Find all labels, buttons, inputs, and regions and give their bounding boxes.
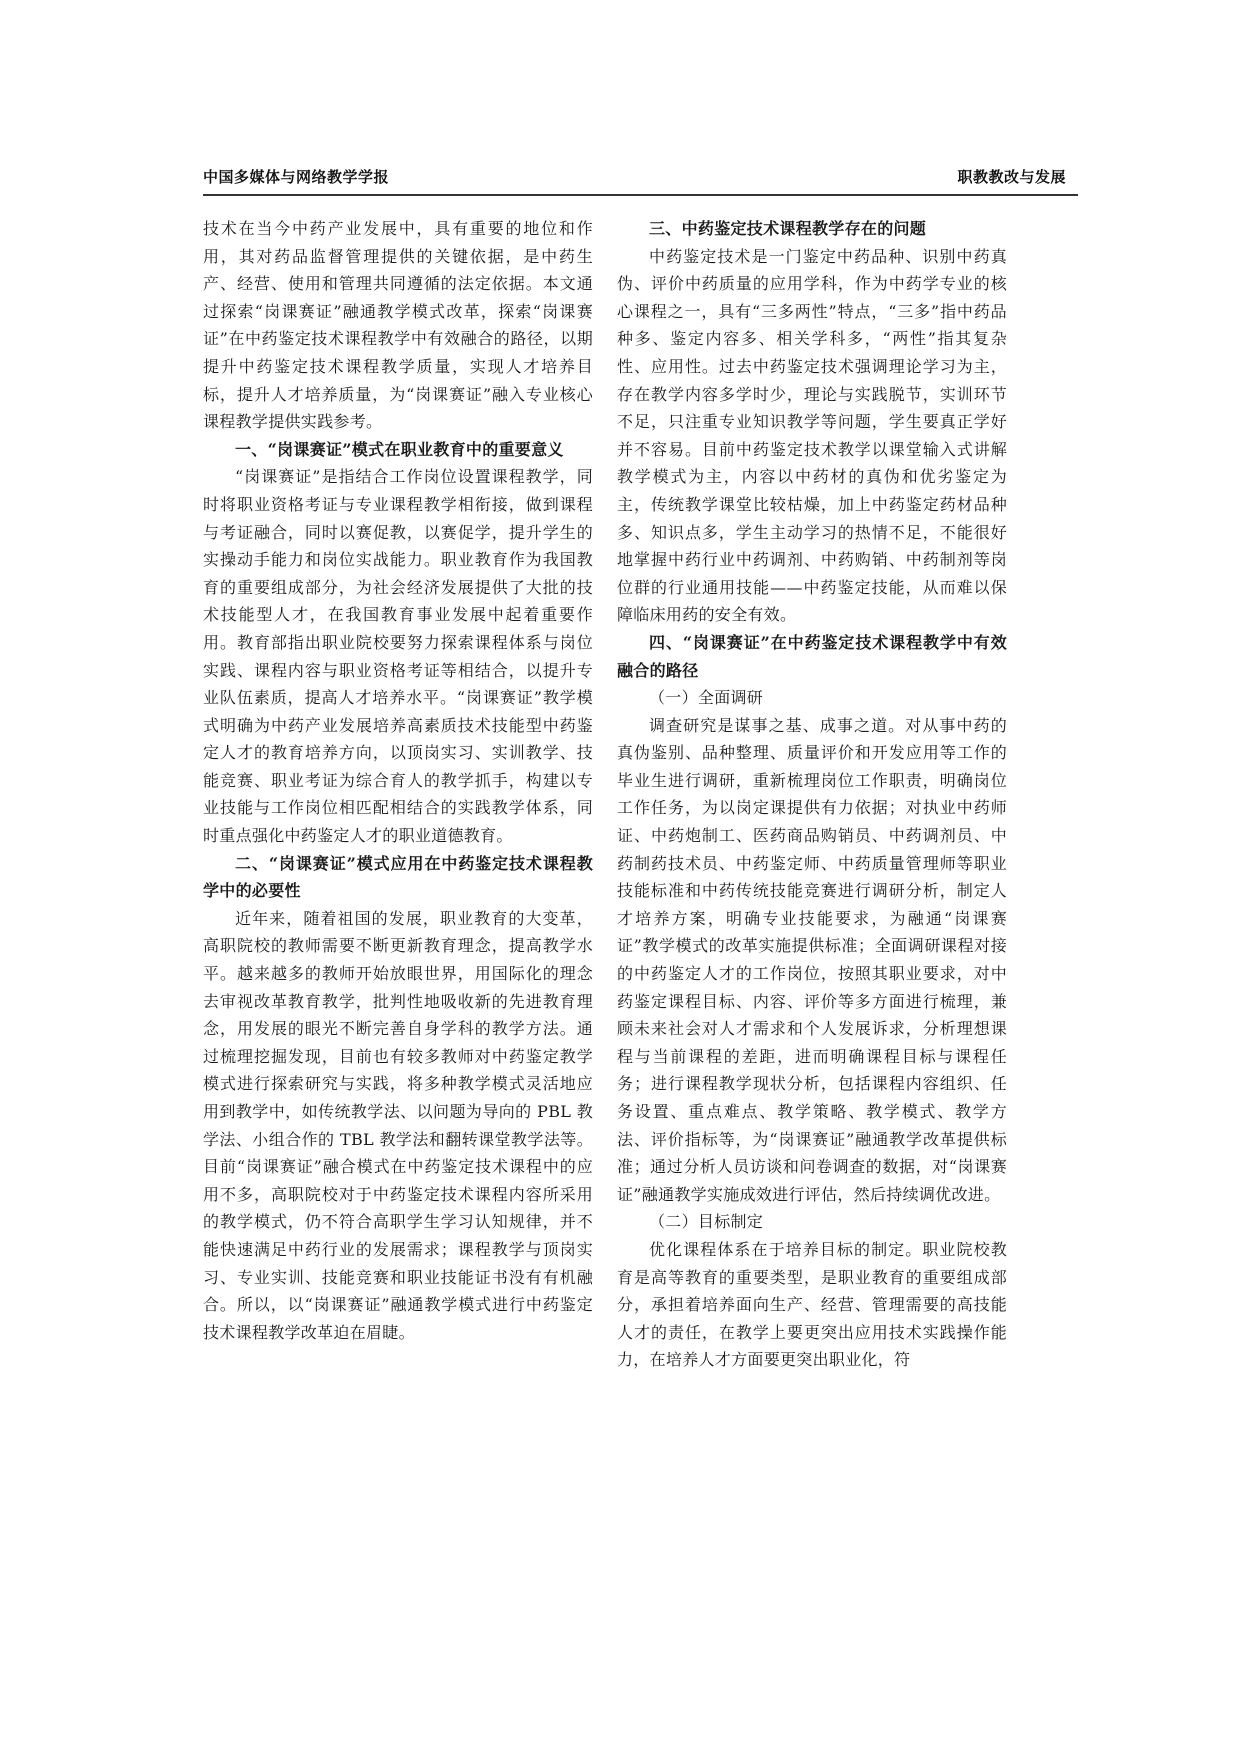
section-heading-1: 一、“岗课赛证”模式在职业教育中的重要意义	[235, 439, 564, 459]
paragraph: 中药鉴定技术是一门鉴定中药品种、识别中药真伪、评价中药质量的应用学科，作为中药学专业的核心课程之一，具有“三多两性”特点，“三多”指中药品种多、鉴定内容多、相关学科多，“两性”指其复杂性、应用性。过去中药鉴定技术强调理论学习为主，存在教学内容多学时少，理论与实践脱节，实训环节不足，只注重专业知识教学等问题，学生要真正学好并不容易。目前中药鉴定技术教学以课堂输入式讲解教学模式为主，内容以中药材的真伪和优劣鉴定为主，传统教学课堂比较枯燥，加上中药鉴定药材品种多、知识点多，学生主动学习的热情不足，不能很好地掌握中药行业中药调剂、中药购销、中药制剂等岗位群的行业通用技能——中药鉴定技能，从而难以保障临床用药的安全有效。	[617, 246, 1007, 625]
left-column	[203, 215, 593, 1346]
journal-name: 中国多媒体与网络教学学报	[203, 168, 390, 186]
paragraph: 优化课程体系在于培养目标的制定。职业院校教育是高等教育的重要类型，是职业教育的重要组成部分，承担着培养面向生产、经营、管理需要的高技能人才的责任，在教学上要更突出应用技术实践操作能力，在培养人才方面要更突出职业化，符	[617, 1239, 1007, 1370]
section-heading-3: 三、中药鉴定技术课程教学存在的问题	[649, 219, 927, 238]
right-column	[617, 215, 1007, 1374]
paragraph: 近年来，随着祖国的发展，职业教育的大变革，高职院校的教师需要不断更新教育理念，提高教学水平。越来越多的教师开始放眼世界，用国际化的理念去审视改革教育教学，批判性地吸收新的先进教育理念，用发展的眼光不断完善自身学科的教学方法。通过梳理挖掘发现，目前也有较多教师对中药鉴定教学模式进行探索研究与实践，将多种教学模式灵活地应用到教学中，如传统教学法、以问题为导向的 PBL 教学法、小组合作的 TBL 教学法和翻转课堂教学法等。目前“岗课赛证”融合模式在中药鉴定技术课程中的应用不多，高职院校对于中药鉴定技术课程内容所采用的教学模式，仍不符合高职学生学习认知规律，并不能快速满足中药行业的发展需求；课程教学与顶岗实习、专业实训、技能竞赛和职业技能证书没有有机融合。所以，以“岗课赛证”融通教学模式进行中药鉴定技术课程教学改革迫在眉睫。	[203, 908, 593, 1342]
section-name: 职教教改与发展	[957, 168, 1066, 186]
running-header	[203, 160, 1078, 196]
paragraph: 调查研究是谋事之基、成事之道。对从事中药的真伪鉴别、品种整理、质量评价和开发应用等工作的毕业生进行调研，重新梳理岗位工作职责，明确岗位工作任务，为以岗定课提供有力依据；对执业中药师证、中药炮制工、医药商品购销员、中药调剂员、中药制药技术员、中药鉴定师、中药质量管理师等职业技能标准和中药传统技能竞赛进行调研分析，制定人才培养方案，明确专业技能要求，为融通“岗课赛证”教学模式的改革实施提供标准；全面调研课程对接的中药鉴定人才的工作岗位，按照其职业要求，对中药鉴定课程目标、内容、评价等多方面进行梳理，兼顾未来社会对人才需求和个人发展诉求，分析理想课程与当前课程的差距，进而明确课程目标与课程任务；进行课程教学现状分析，包括课程内容组织、任务设置、重点难点、教学策略、教学模式、教学方法、评价指标等，为“岗课赛证”融通教学改革提供标准；通过分析人员访谈和问卷调查的数据，对“岗课赛证”融通教学实施成效进行评估，然后持续调优改进。	[617, 715, 1007, 1204]
paragraph: “岗课赛证”是指结合工作岗位设置课程教学，同时将职业资格考证与专业课程教学相衔接，做到课程与考证融合，同时以赛促教，以赛促学，提升学生的实操动手能力和岗位实战能力。职业教育作为我国教育的重要组成部分，为社会经济发展提供了大批的技术技能型人才，在我国教育事业发展中起着重要作用。教育部指出职业院校要努力探索课程体系与岗位实践、课程内容与职业资格考证等相结合，以提升专业队伍素质，提高人才培养水平。“岗课赛证”教学模式明确为中药产业发展培养高素质技术技能型中药鉴定人才的教育培养方向，以顶岗实习、实训教学、技能竞赛、职业考证为综合育人的教学抓手，构建以专业技能与工作岗位相匹配相结合的实践教学体系，同时重点强化中药鉴定人才的职业道德教育。	[203, 467, 593, 846]
section-heading-2: 二、“岗课赛证”模式应用在中药鉴定技术课程教学中的必要性	[203, 853, 593, 901]
subsection-heading-1: （一）全面调研	[649, 688, 764, 708]
section-heading-4: 四、“岗课赛证”在中药鉴定技术课程教学中有效融合的路径	[617, 632, 1007, 680]
paragraph: 技术在当今中药产业发展中，具有重要的地位和作用，其对药品监督管理提供的关键依据，是中药生产、经营、使用和管理共同遵循的法定依据。本文通过探索“岗课赛证”融通教学模式改革，探索“岗课赛证”在中药鉴定技术课程教学中有效融合的路径，以期提升中药鉴定技术课程教学质量，实现人才培养目标，提升人才培养质量，为“岗课赛证”融入专业核心课程教学提供实践参考。	[203, 219, 593, 432]
subsection-heading-2: （二）目标制定	[649, 1212, 764, 1232]
